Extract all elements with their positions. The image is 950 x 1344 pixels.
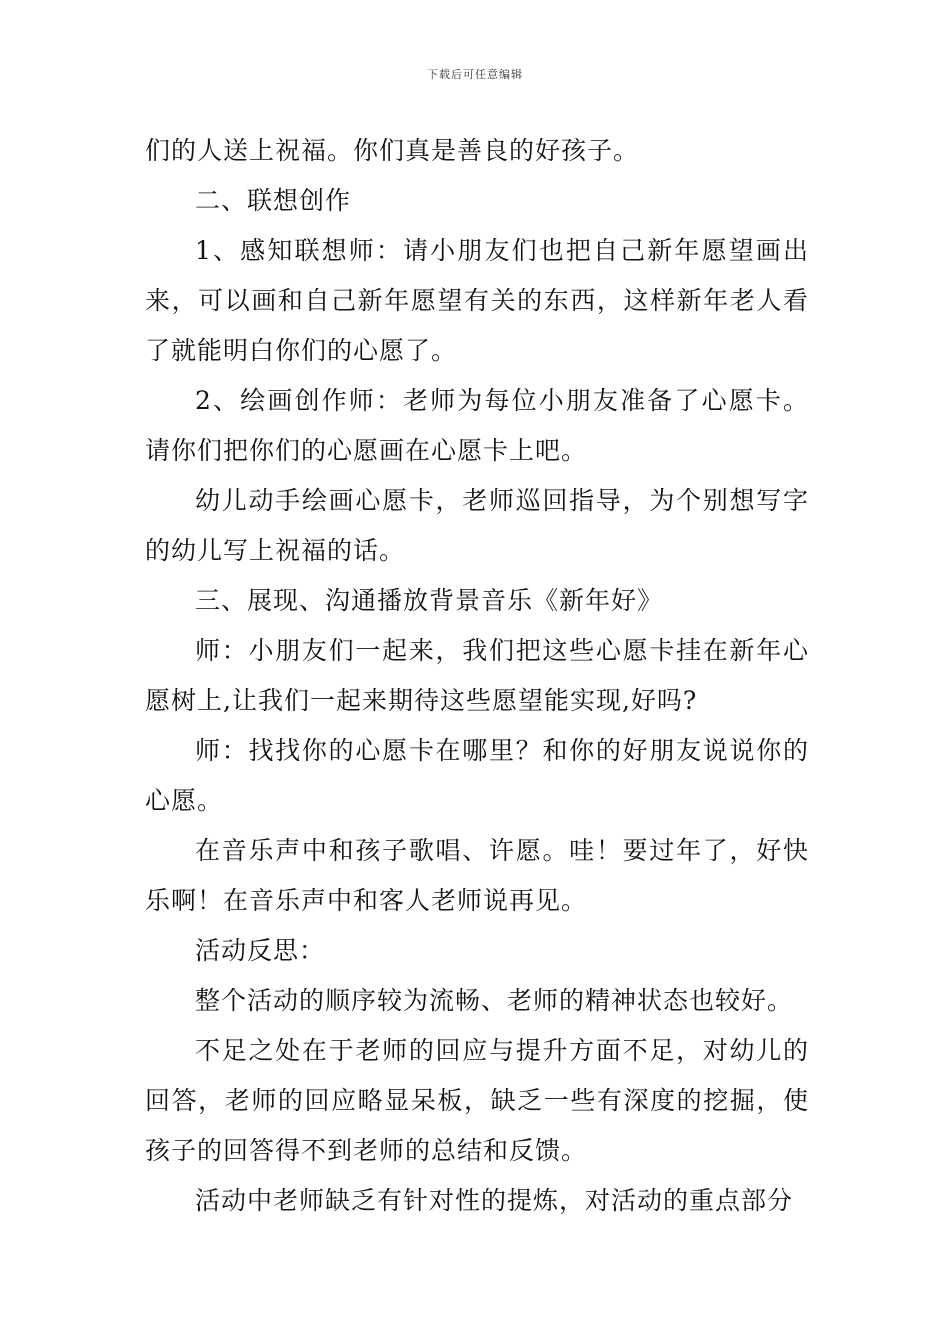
paragraph: 整个活动的顺序较为流畅、老师的精神状态也较好。 <box>195 986 794 1015</box>
section-heading: 三、展现、沟通播放背景音乐《新年好》 <box>195 586 664 615</box>
paragraph: 活动中老师缺乏有针对性的提炼，对活动的重点部分 <box>195 1186 794 1215</box>
section-heading: 二、联想创作 <box>195 186 352 215</box>
section-heading: 活动反思： <box>195 936 326 965</box>
paragraph: 1、感知联想师：请小朋友们也把自己新年愿望画出来，可以画和自己新年愿望有关的东西，这样新年老人看了就能明白你们的心愿了。 <box>145 236 809 365</box>
document-body <box>145 126 809 1226</box>
paragraph: 师：小朋友们一起来，我们把这些心愿卡挂在新年心愿树上,让我们一起来期待这些愿望能实现,好吗? <box>145 636 809 715</box>
paragraph: 2、绘画创作师：老师为每位小朋友准备了心愿卡。请你们把你们的心愿画在心愿卡上吧。 <box>145 386 809 465</box>
page-header: 下载后可任意编辑 <box>427 68 523 81</box>
paragraph: 在音乐声中和孩子歌唱、许愿。哇！要过年了，好快乐啊！在音乐声中和客人老师说再见。 <box>145 836 809 915</box>
paragraph: 幼儿动手绘画心愿卡，老师巡回指导，为个别想写字的幼儿写上祝福的话。 <box>145 486 809 565</box>
paragraph: 不足之处在于老师的回应与提升方面不足，对幼儿的回答，老师的回应略显呆板，缺乏一些有深度的挖掘，使孩子的回答得不到老师的总结和反馈。 <box>145 1036 809 1165</box>
paragraph: 师：找找你的心愿卡在哪里？和你的好朋友说说你的心愿。 <box>145 736 809 815</box>
paragraph: 们的人送上祝福。你们真是善良的好孩子。 <box>145 136 640 165</box>
